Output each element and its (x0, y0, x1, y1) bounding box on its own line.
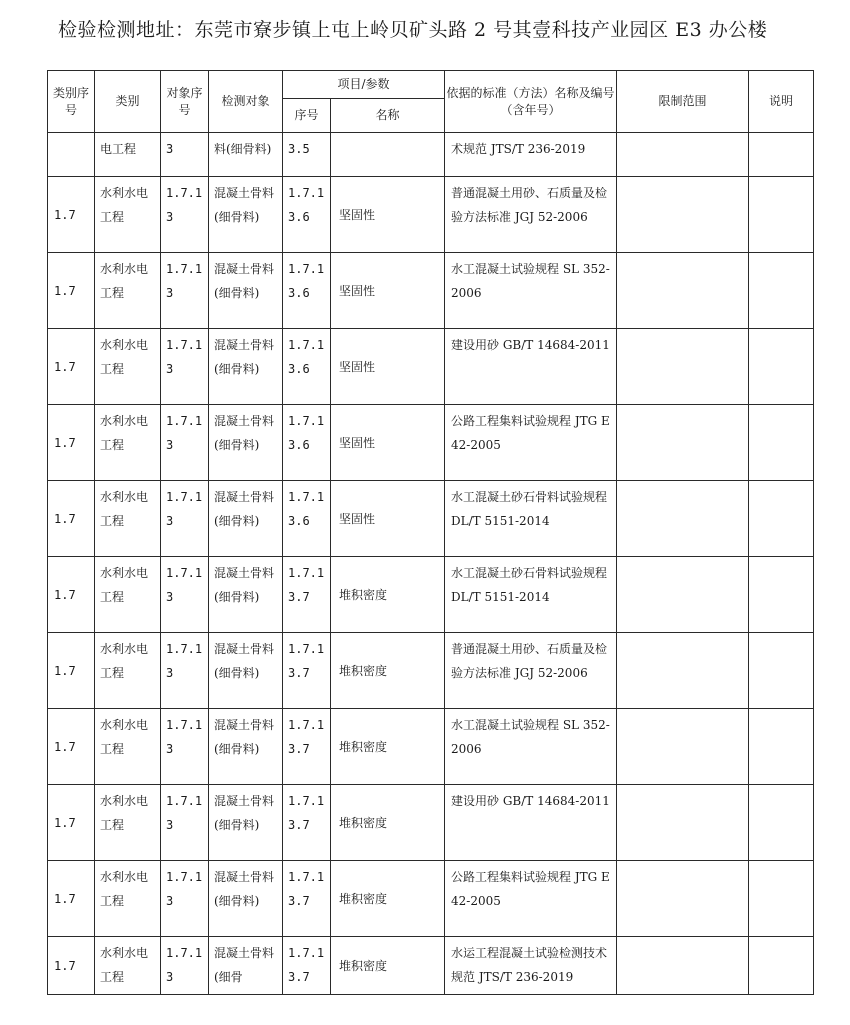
header-standard: 依据的标准（方法）名称及编号（含年号） (445, 71, 617, 133)
cell-standard: 水运工程混凝土试验检测技术规范 JTS/T 236-2019 (445, 937, 617, 995)
header-param-no: 序号 (283, 99, 331, 133)
cell-param-name: 堆积密度 (331, 633, 445, 709)
cell-param-no: 1.7.13.7 (283, 709, 331, 785)
cell-standard: 水工混凝土砂石骨料试验规程 DL/T 5151-2014 (445, 481, 617, 557)
table-row (48, 253, 814, 329)
cell-obj-no: 3 (161, 133, 209, 177)
page-title: 检验检测地址：东莞市寮步镇上屯上岭贝矿头路 2 号其壹科技产业园区 E3 办公楼 (58, 19, 768, 41)
cell-param-no: 1.7.13.6 (283, 405, 331, 481)
cell-category: 水利水电工程 (95, 329, 161, 405)
cell-limit (617, 861, 749, 937)
cell-param-no: 1.7.13.6 (283, 177, 331, 253)
cell-note (749, 633, 814, 709)
cell-param-no: 1.7.13.6 (283, 329, 331, 405)
cell-limit (617, 937, 749, 995)
cell-param-name: 堆积密度 (331, 861, 445, 937)
cell-object: 混凝土骨料(细骨料) (209, 709, 283, 785)
header-limit: 限制范围 (617, 71, 749, 133)
cell-limit (617, 785, 749, 861)
cell-param-no: 1.7.13.7 (283, 937, 331, 995)
cell-obj-no: 1.7.13 (161, 709, 209, 785)
cell-object: 混凝土骨料(细骨料) (209, 177, 283, 253)
cell-cat-no: 1.7 (48, 937, 95, 995)
cell-obj-no: 1.7.13 (161, 405, 209, 481)
cell-note (749, 253, 814, 329)
cell-param-name: 坚固性 (331, 481, 445, 557)
cell-cat-no: 1.7 (48, 481, 95, 557)
cell-category: 水利水电工程 (95, 405, 161, 481)
cell-object: 料(细骨料) (209, 133, 283, 177)
cell-note (749, 177, 814, 253)
header-category: 类别 (95, 71, 161, 133)
cell-obj-no: 1.7.13 (161, 329, 209, 405)
cell-param-no: 3.5 (283, 133, 331, 177)
table-row (48, 133, 814, 177)
cell-standard: 术规范 JTS/T 236-2019 (445, 133, 617, 177)
cell-cat-no: 1.7 (48, 709, 95, 785)
cell-obj-no: 1.7.13 (161, 557, 209, 633)
cell-limit (617, 481, 749, 557)
table-row (48, 861, 814, 937)
cell-obj-no: 1.7.13 (161, 253, 209, 329)
cell-param-no: 1.7.13.7 (283, 785, 331, 861)
cell-category: 电工程 (95, 133, 161, 177)
cell-category: 水利水电工程 (95, 709, 161, 785)
table-row (48, 481, 814, 557)
table-row (48, 633, 814, 709)
cell-limit (617, 329, 749, 405)
cell-object: 混凝土骨料(细骨料) (209, 633, 283, 709)
cell-object: 混凝土骨料(细骨料) (209, 329, 283, 405)
cell-param-name: 坚固性 (331, 405, 445, 481)
cell-param-name: 坚固性 (331, 253, 445, 329)
cell-param-no: 1.7.13.6 (283, 481, 331, 557)
cell-limit (617, 633, 749, 709)
cell-note (749, 133, 814, 177)
cell-category: 水利水电工程 (95, 177, 161, 253)
cell-note (749, 405, 814, 481)
cell-category: 水利水电工程 (95, 937, 161, 995)
cell-param-no: 1.7.13.7 (283, 633, 331, 709)
cell-note (749, 329, 814, 405)
cell-param-no: 1.7.13.7 (283, 861, 331, 937)
cell-cat-no (48, 133, 95, 177)
table-row (48, 557, 814, 633)
cell-limit (617, 557, 749, 633)
cell-standard: 水工混凝土试验规程 SL 352-2006 (445, 253, 617, 329)
cell-obj-no: 1.7.13 (161, 177, 209, 253)
cell-cat-no: 1.7 (48, 405, 95, 481)
cell-limit (617, 405, 749, 481)
cell-category: 水利水电工程 (95, 861, 161, 937)
cell-note (749, 861, 814, 937)
cell-note (749, 785, 814, 861)
cell-note (749, 557, 814, 633)
header-param-group: 项目/参数 (283, 71, 445, 99)
cell-obj-no: 1.7.13 (161, 785, 209, 861)
cell-param-name: 堆积密度 (331, 785, 445, 861)
cell-param-name (331, 133, 445, 177)
cell-param-name: 堆积密度 (331, 709, 445, 785)
header-obj-no: 对象序号 (161, 71, 209, 133)
cell-category: 水利水电工程 (95, 481, 161, 557)
table-header (48, 71, 814, 133)
table-row (48, 785, 814, 861)
cell-param-name: 堆积密度 (331, 557, 445, 633)
cell-param-no: 1.7.13.7 (283, 557, 331, 633)
cell-object: 混凝土骨料(细骨料) (209, 481, 283, 557)
cell-cat-no: 1.7 (48, 557, 95, 633)
cell-param-no: 1.7.13.6 (283, 253, 331, 329)
cell-note (749, 481, 814, 557)
cell-note (749, 937, 814, 995)
cell-object: 混凝土骨料(细骨料) (209, 253, 283, 329)
cell-standard: 普通混凝土用砂、石质量及检验方法标准 JGJ 52-2006 (445, 633, 617, 709)
cell-standard: 建设用砂 GB/T 14684-2011 (445, 785, 617, 861)
cell-standard: 水工混凝土试验规程 SL 352-2006 (445, 709, 617, 785)
cell-cat-no: 1.7 (48, 785, 95, 861)
table-row (48, 709, 814, 785)
cell-obj-no: 1.7.13 (161, 633, 209, 709)
table-row (48, 177, 814, 253)
cell-limit (617, 709, 749, 785)
cell-object: 混凝土骨料(细骨料) (209, 405, 283, 481)
cell-param-name: 坚固性 (331, 177, 445, 253)
cell-obj-no: 1.7.13 (161, 481, 209, 557)
cell-object: 混凝土骨料(细骨料) (209, 785, 283, 861)
accreditation-table (47, 70, 814, 995)
cell-obj-no: 1.7.13 (161, 861, 209, 937)
table-body (48, 133, 814, 995)
cell-cat-no: 1.7 (48, 861, 95, 937)
cell-object: 混凝土骨料(细骨 (209, 937, 283, 995)
cell-object: 混凝土骨料(细骨料) (209, 557, 283, 633)
cell-cat-no: 1.7 (48, 329, 95, 405)
table-row (48, 937, 814, 995)
cell-standard: 公路工程集料试验规程 JTG E42-2005 (445, 861, 617, 937)
cell-category: 水利水电工程 (95, 785, 161, 861)
table-row (48, 329, 814, 405)
cell-standard: 建设用砂 GB/T 14684-2011 (445, 329, 617, 405)
cell-standard: 水工混凝土砂石骨料试验规程 DL/T 5151-2014 (445, 557, 617, 633)
cell-cat-no: 1.7 (48, 253, 95, 329)
table-row (48, 405, 814, 481)
cell-standard: 公路工程集料试验规程 JTG E42-2005 (445, 405, 617, 481)
cell-cat-no: 1.7 (48, 633, 95, 709)
header-cat-no: 类别序号 (48, 71, 95, 133)
header-note: 说明 (749, 71, 814, 133)
cell-standard: 普通混凝土用砂、石质量及检验方法标准 JGJ 52-2006 (445, 177, 617, 253)
header-object: 检测对象 (209, 71, 283, 133)
cell-cat-no: 1.7 (48, 177, 95, 253)
cell-limit (617, 253, 749, 329)
header-param-name: 名称 (331, 99, 445, 133)
cell-limit (617, 133, 749, 177)
cell-category: 水利水电工程 (95, 557, 161, 633)
cell-category: 水利水电工程 (95, 253, 161, 329)
cell-object: 混凝土骨料(细骨料) (209, 861, 283, 937)
cell-param-name: 坚固性 (331, 329, 445, 405)
cell-obj-no: 1.7.13 (161, 937, 209, 995)
cell-limit (617, 177, 749, 253)
cell-category: 水利水电工程 (95, 633, 161, 709)
cell-param-name: 堆积密度 (331, 937, 445, 995)
cell-note (749, 709, 814, 785)
